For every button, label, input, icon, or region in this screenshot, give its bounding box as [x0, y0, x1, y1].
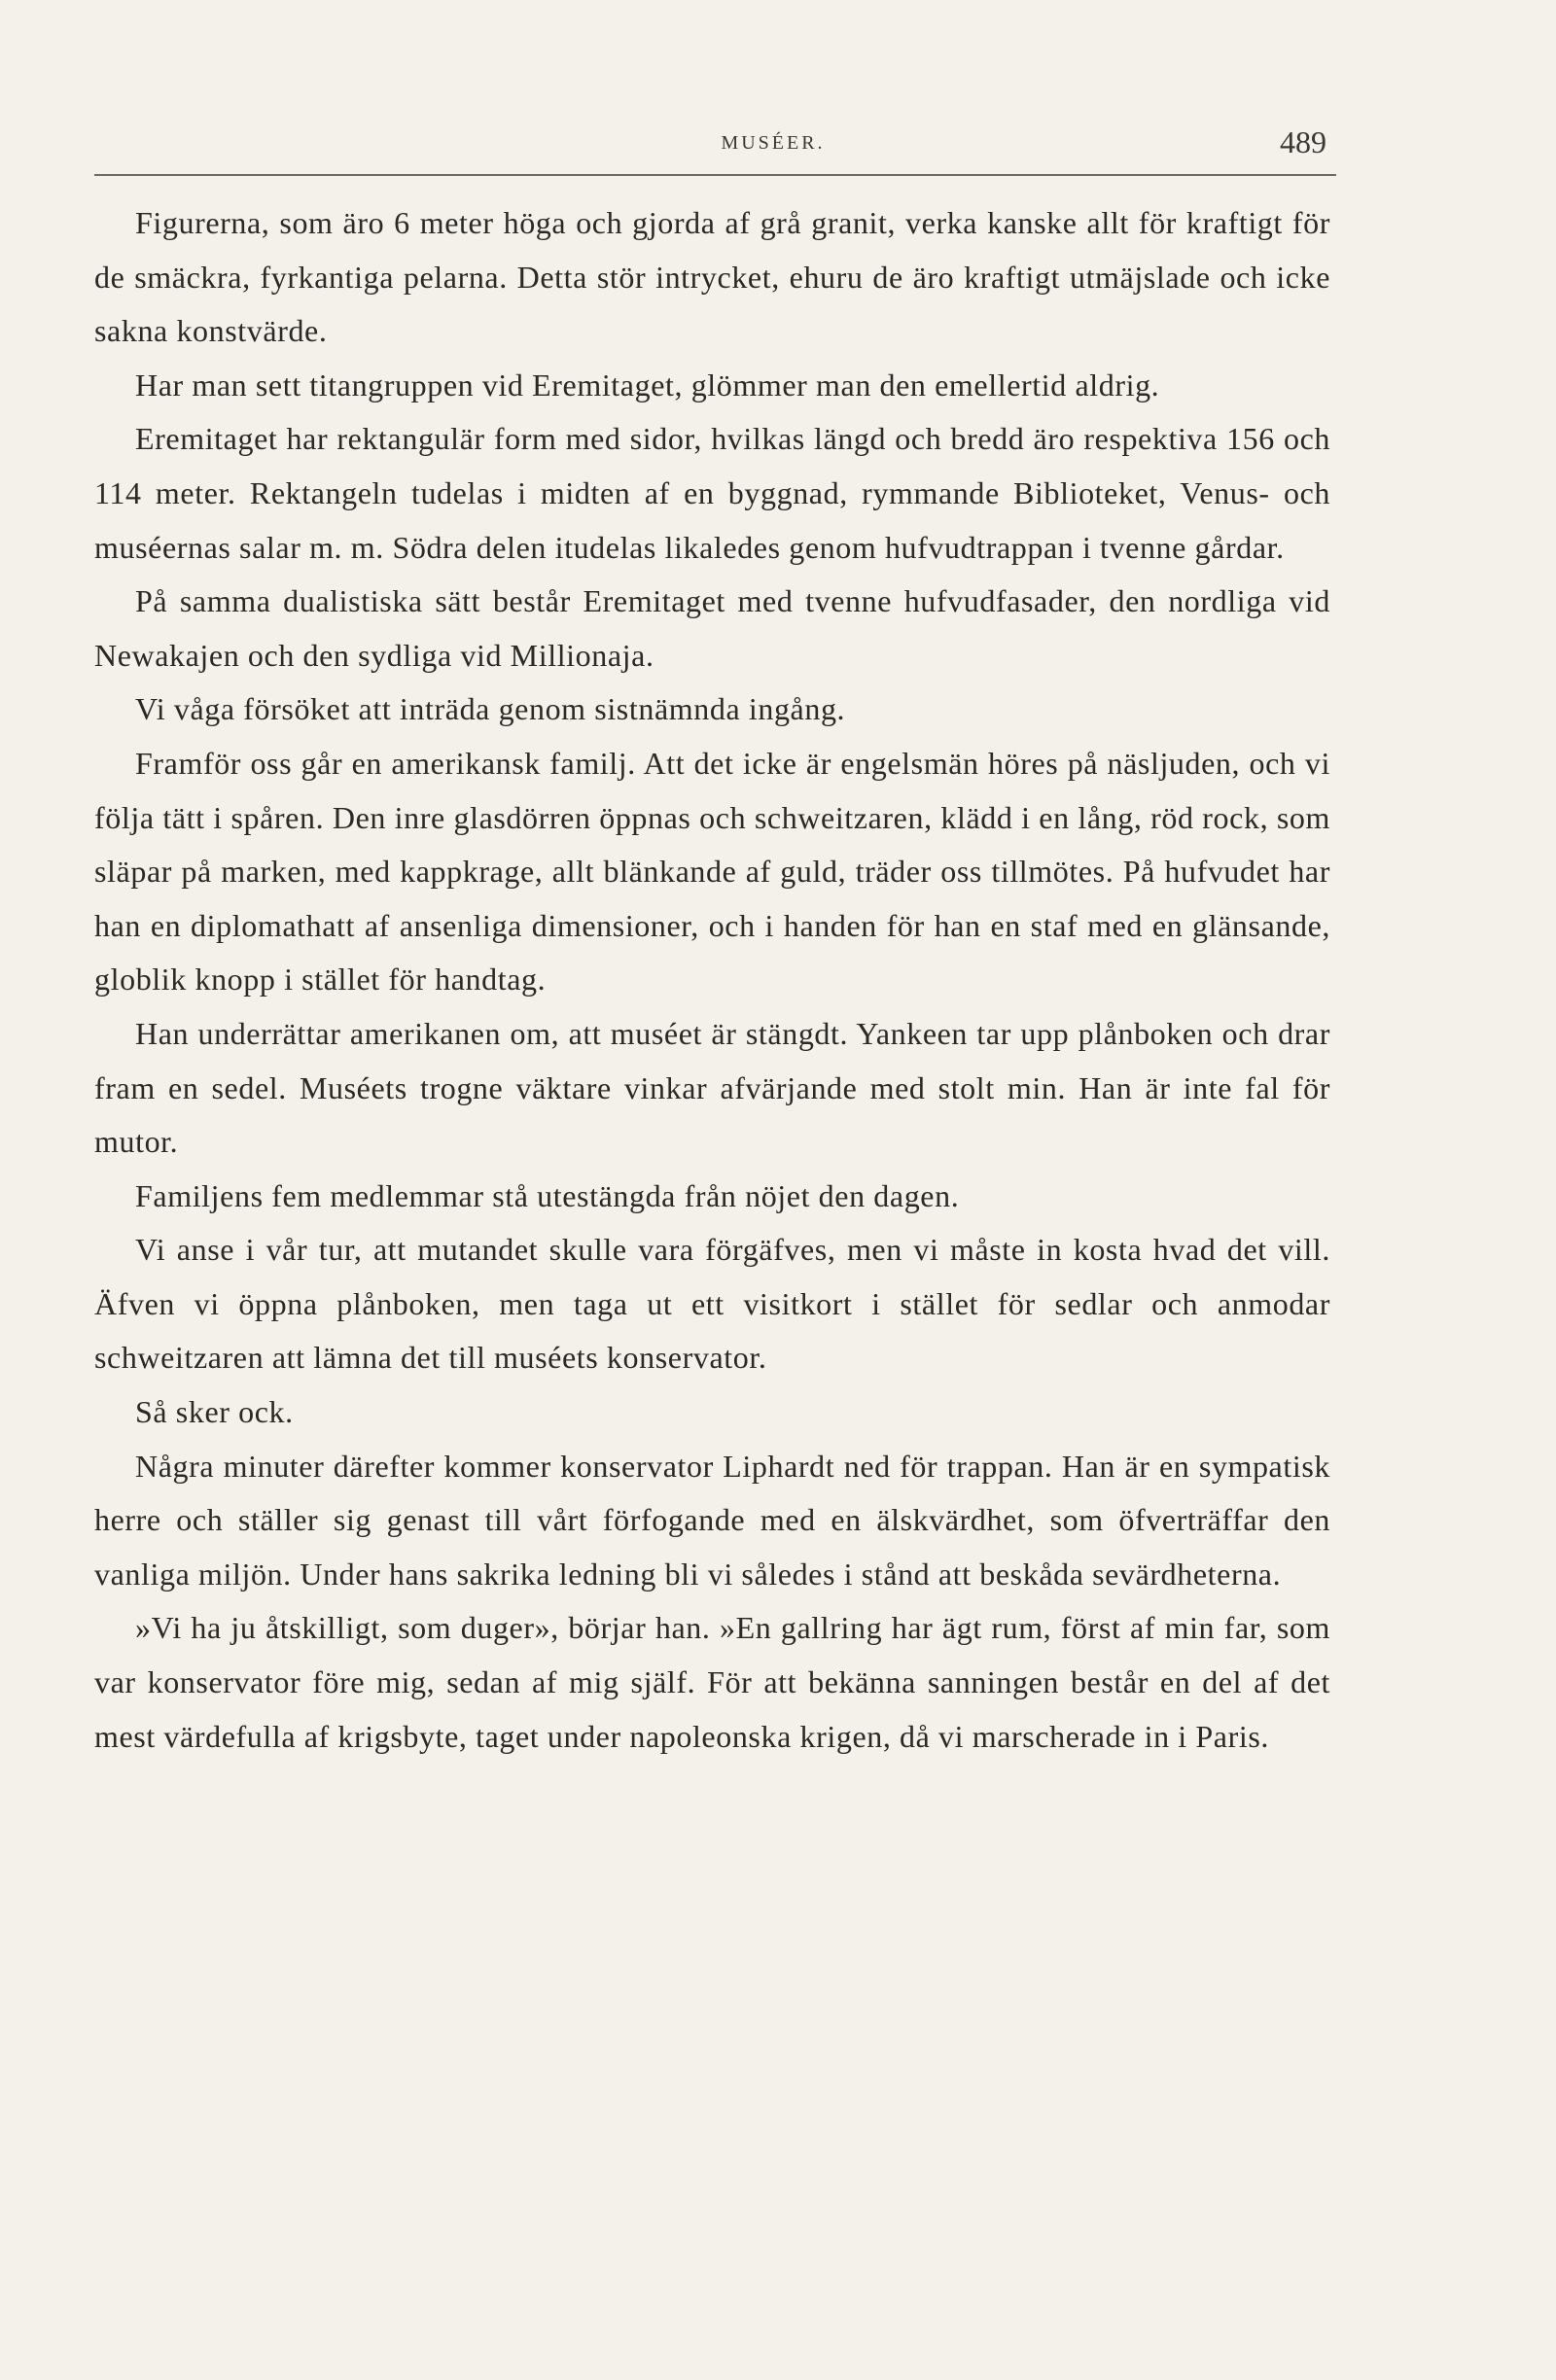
- paragraph: Figurerna, som äro 6 meter höga och gjorda af grå granit, verka kanske allt för kraftigt för de smäckra, fyrkantiga pelarna. Detta stör intrycket, ehuru de äro kraftigt utmäjslade och icke sakna konstvärde.: [94, 205, 1330, 349]
- body-text: [94, 196, 1330, 1764]
- paragraph: Några minuter därefter kommer konservator Liphardt ned för trappan. Han är en sympatisk herre och ställer sig genast till vårt förfogande med en älskvärdhet, som öfverträffar den vanliga miljön. Under hans sakrika ledning bli vi således i stånd att beskåda sevärdheterna.: [94, 1448, 1330, 1592]
- header-rule: [94, 174, 1336, 176]
- paragraph: Har man sett titangruppen vid Eremitaget, glömmer man den emellertid aldrig.: [135, 367, 1160, 402]
- paragraph: Vi våga försöket att inträda genom sistnämnda ingång.: [135, 691, 846, 727]
- paragraph: På samma dualistiska sätt består Eremitaget med tvenne hufvudfasader, den nordliga vid Newakajen och den sydliga vid Millionaja.: [94, 583, 1330, 673]
- paragraph: Han underrättar amerikanen om, att muséet är stängdt. Yankeen tar upp plånboken och drar fram en sedel. Muséets trogne väktare vinkar afvärjande med stolt min. Han är inte fal för mutor.: [94, 1015, 1330, 1160]
- paragraph: »Vi ha ju åtskilligt, som duger», börjar han. »En gallring har ägt rum, först af min far, som var konservator före mig, sedan af mig själf. För att bekänna sanningen består en del af det mest värdefulla af krigsbyte, taget under napoleonska krigen, då vi marscherade in i Paris.: [94, 1610, 1330, 1754]
- paragraph: Eremitaget har rektangulär form med sidor, hvilkas längd och bredd äro respektiva 156 och 114 meter. Rektangeln tudelas i midten af en byggnad, rymmande Biblioteket, Venus- och muséernas salar m. m. Södra delen itudelas likaledes genom hufvudtrappan i tvenne gårdar.: [94, 421, 1330, 565]
- page-header: [94, 124, 1336, 165]
- page-number: 489: [1280, 124, 1326, 159]
- paragraph: Framför oss går en amerikansk familj. Att det icke är engelsmän höres på näsljuden, och vi följa tätt i spåren. Den inre glasdörren öppnas och schweitzaren, klädd i en lång, röd rock, som släpar på marken, med kappkrage, allt blänkande af guld, träder oss tillmötes. På hufvudet har han en diplomathatt af ansenliga dimensioner, och i handen för han en staf med en glänsande, globlik knopp i stället för handtag.: [94, 745, 1330, 998]
- paragraph: Så sker ock.: [135, 1394, 294, 1430]
- running-head: MUSÉER.: [721, 132, 826, 154]
- paragraph: Vi anse i vår tur, att mutandet skulle vara förgäfves, men vi måste in kosta hvad det vill. Äfven vi öppna plånboken, men taga ut ett visitkort i stället för sedlar och anmodar schweitzaren att lämna det till muséets konservator.: [94, 1232, 1330, 1376]
- paragraph: Familjens fem medlemmar stå utestängda från nöjet den dagen.: [135, 1177, 960, 1213]
